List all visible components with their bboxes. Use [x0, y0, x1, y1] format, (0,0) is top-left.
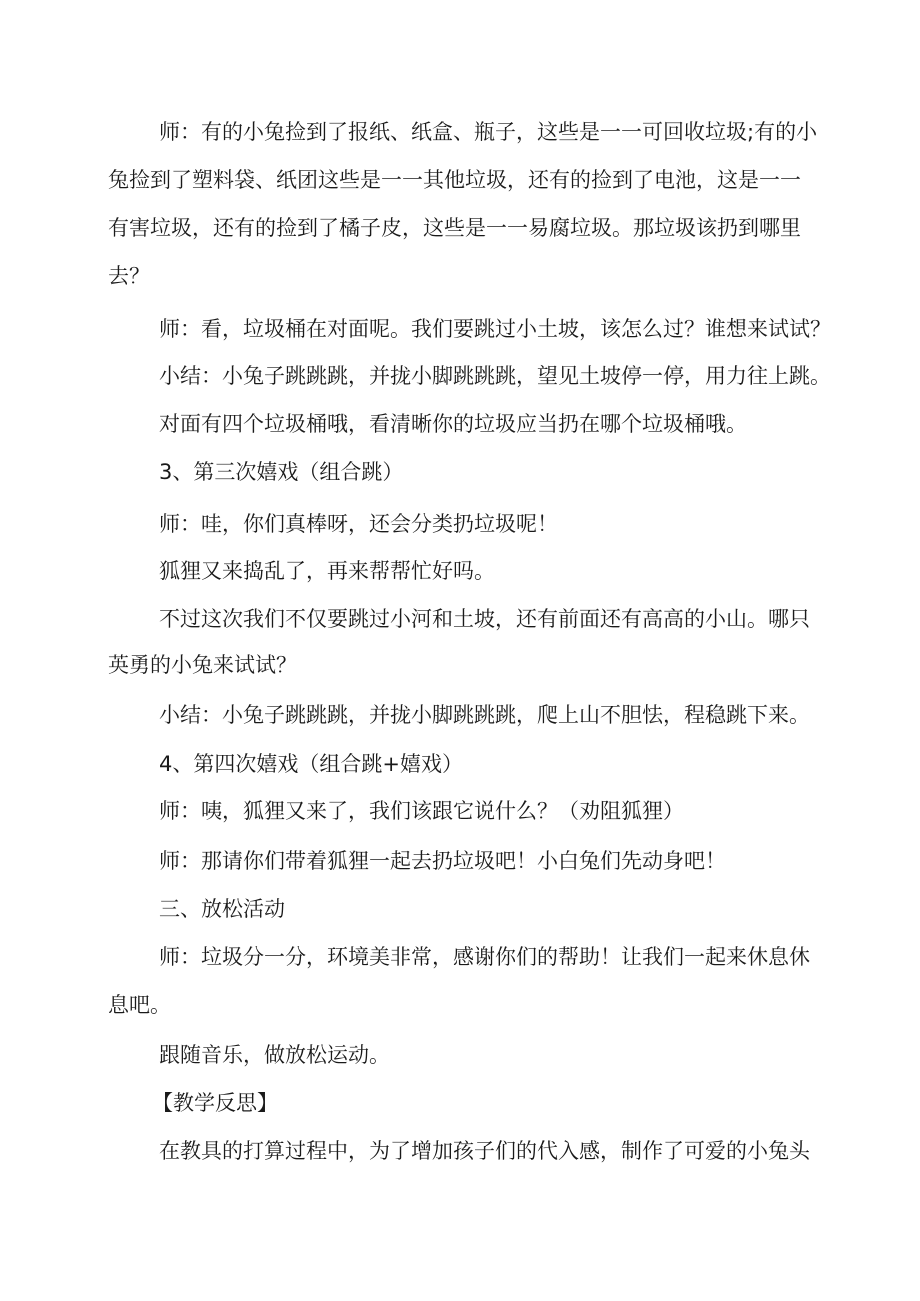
paragraph-2: 师：看，垃圾桶在对面呢。我们要跳过小土坡，该怎么过？谁想来试试？: [159, 317, 831, 341]
paragraph-1-line-4: 去？: [108, 264, 150, 288]
paragraph-4: 对面有四个垃圾桶哦，看清晰你的垃圾应当扔在哪个垃圾桶哦。: [159, 412, 747, 436]
paragraph-6: 狐狸又来捣乱了，再来帮帮忙好吗。: [159, 559, 495, 583]
paragraph-7-line-1: 不过这次我们不仅要跳过小河和土坡，还有前面还有高高的小山。哪只: [159, 607, 810, 631]
paragraph-12: 跟随音乐，做放松运动。: [159, 1043, 390, 1067]
paragraph-7-line-2: 英勇的小兔来试试？: [108, 653, 297, 677]
paragraph-1-line-3: 有害垃圾，还有的捡到了橘子皮，这些是一一易腐垃圾。那垃圾该扔到哪里: [108, 216, 801, 240]
paragraph-3: 小结：小兔子跳跳跳，并拢小脚跳跳跳，望见土坡停一停，用力往上跳。: [159, 364, 831, 388]
paragraph-9: 师：咦，狐狸又来了，我们该跟它说什么？（劝阻狐狸）: [159, 799, 684, 823]
paragraph-5: 师：哇，你们真棒呀，还会分类扔垃圾呢！: [159, 512, 558, 536]
heading-teaching-reflection: 【教学反思】: [152, 1091, 278, 1115]
paragraph-1-line-1: 师：有的小兔捡到了报纸、纸盒、瓶子，这些是一一可回收垃圾;有的小: [159, 120, 818, 144]
paragraph-11-line-1: 师：垃圾分一分，环境美非常，感谢你们的帮助！让我们一起来休息休: [159, 945, 810, 969]
paragraph-11-line-2: 息吧。: [108, 993, 171, 1017]
paragraph-13-line-1: 在教具的打算过程中，为了增加孩子们的代入感，制作了可爱的小兔头: [159, 1139, 810, 1163]
paragraph-1-line-2: 兔捡到了塑料袋、纸团这些是一一其他垃圾，还有的捡到了电池，这是一一: [108, 168, 801, 192]
heading-fourth-game: 4、第四次嬉戏（组合跳+嬉戏）: [159, 752, 463, 776]
paragraph-10: 师：那请你们带着狐狸一起去扔垃圾吧！小白兔们先动身吧！: [159, 849, 726, 873]
paragraph-8: 小结：小兔子跳跳跳，并拢小脚跳跳跳，爬上山不胆怯，程稳跳下来。: [159, 703, 810, 727]
heading-third-game: 3、第三次嬉戏（组合跳）: [159, 460, 404, 484]
heading-relaxation: 三、放松活动: [159, 897, 285, 921]
